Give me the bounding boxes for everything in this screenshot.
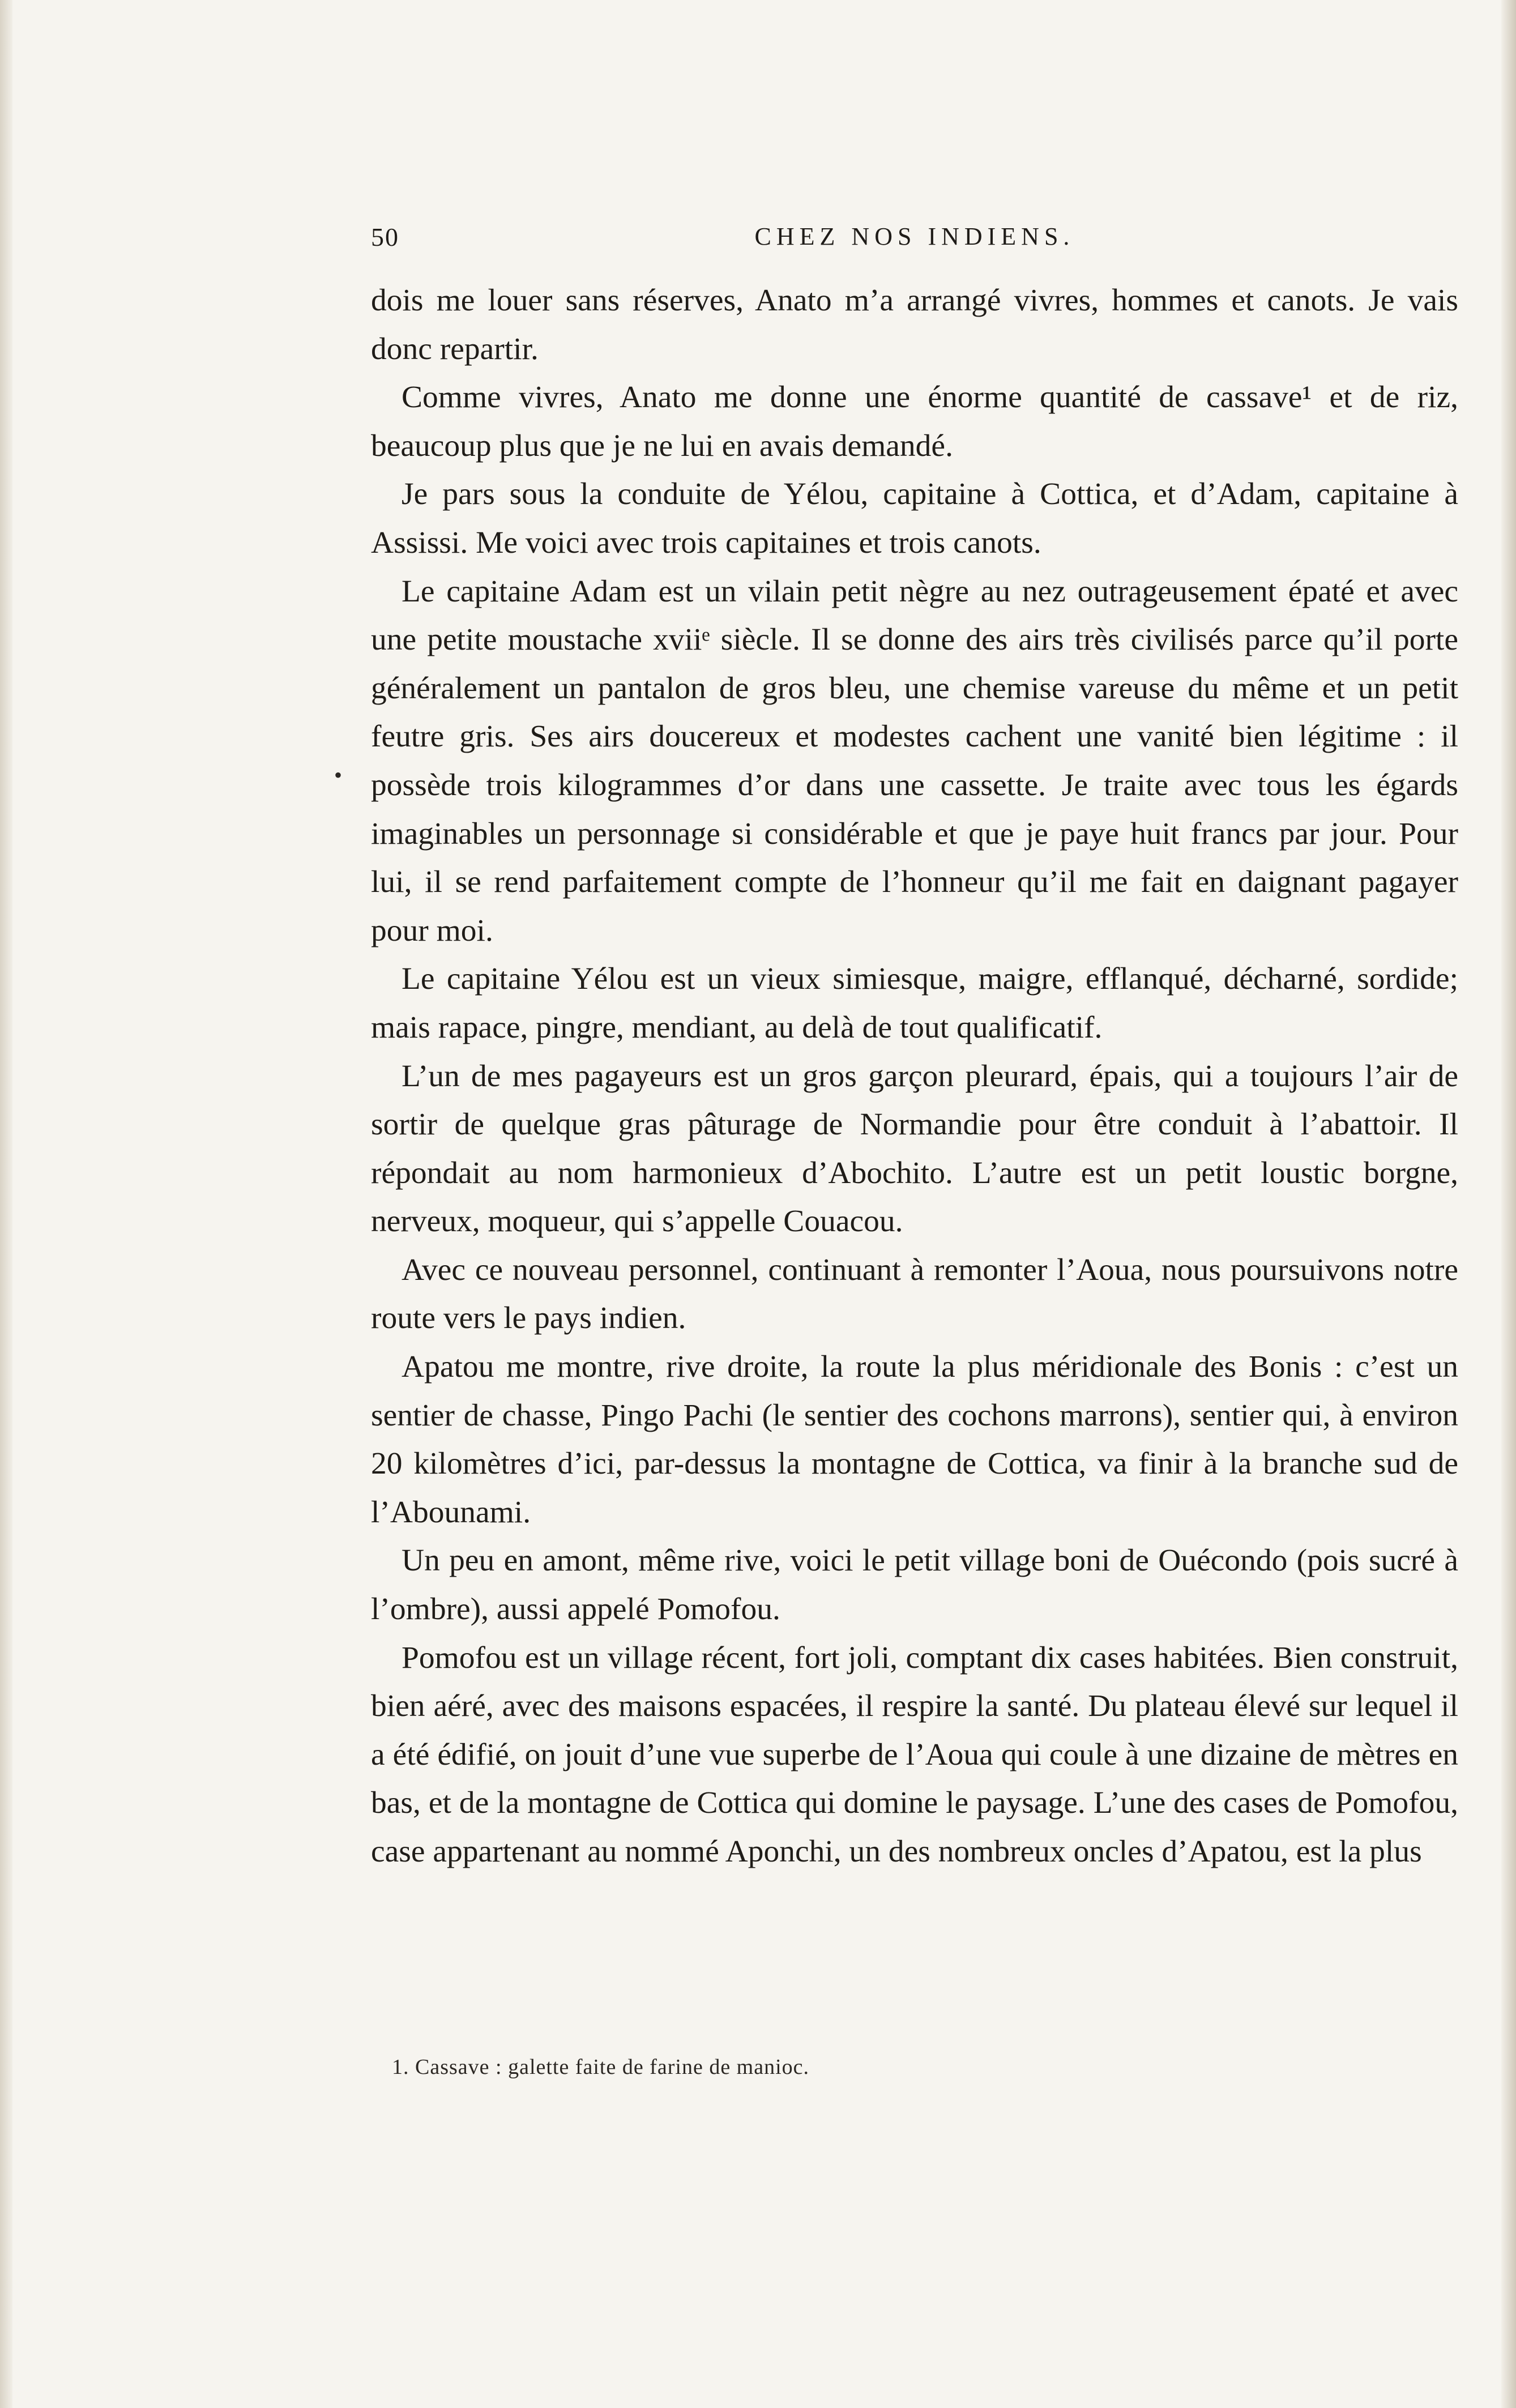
paragraph: dois me louer sans réserves, Anato m’a arrangé vivres, hommes et canots. Je vais donc repartir.	[371, 283, 1458, 366]
paragraph: Comme vivres, Anato me donne une énorme quantité de cassave¹ et de riz, beaucoup plus que je ne lui en avais demandé.	[371, 380, 1458, 463]
paragraph: Pomofou est un village récent, fort joli, comptant dix cases habitées. Bien construit, bien aéré, avec des maisons espacées, il respire la santé. Du plateau élevé sur lequel il a été édifié, on jouit d’une vue superbe de l’Aoua qui coule à une dizaine de mètres en bas, et de la montagne de Cottica qui domine le paysage. L’une des cases de Pomofou, case appartenant au nommé Aponchi, un des nombreux oncles d’Apatou, est la plus	[371, 1640, 1458, 1869]
running-title: CHEZ NOS INDIENS.	[754, 223, 1075, 250]
body-text	[371, 276, 1458, 1876]
margin-mark: •	[334, 762, 343, 788]
running-header	[371, 222, 1458, 262]
page-number: 50	[371, 223, 399, 251]
page-edge-right	[1501, 0, 1516, 2408]
paragraph: Avec ce nouveau personnel, continuant à remonter l’Aoua, nous poursuivons notre route vers le pays indien.	[371, 1252, 1458, 1336]
paragraph: Un peu en amont, même rive, voici le petit village boni de Ouécondo (pois sucré à l’ombre), aussi appelé Pomofou.	[371, 1543, 1458, 1627]
paragraph: Apatou me montre, rive droite, la route la plus méridionale des Bonis : c’est un sentier de chasse, Pingo Pachi (le sentier des cochons marrons), sentier qui, à environ 20 kilomètres d’ici, par-dessus la montagne de Cottica, va finir à la branche sud de l’Abounami.	[371, 1350, 1458, 1530]
footnote: 1. Cassave : galette faite de farine de manioc.	[392, 2055, 810, 2079]
paragraph: L’un de mes pagayeurs est un gros garçon pleurard, épais, qui a toujours l’air de sortir de quelque gras pâturage de Normandie pour être conduit à l’abattoir. Il répondait au nom harmonieux d’Abochito. L’autre est un petit loustic borgne, nerveux, moqueur, qui s’appelle Couacou.	[371, 1058, 1458, 1239]
paragraph: Le capitaine Adam est un vilain petit nègre au nez outrageusement épaté et avec une petite moustache xviiᵉ siècle. Il se donne des airs très civilisés parce qu’il porte généralement un pantalon de gros bleu, une chemise vareuse du même et un petit feutre gris. Ses airs doucereux et modestes cachent une vanité bien légitime : il possède trois kilogrammes d’or dans une cassette. Je traite avec tous les égards imaginables un personnage si considérable et que je paye huit francs par jour. Pour lui, il se rend parfaitement compte de l’honneur qu’il me fait en daignant pagayer pour moi.	[371, 574, 1458, 948]
paragraph: Le capitaine Yélou est un vieux simiesque, maigre, efflanqué, décharné, sordide; mais rapace, pingre, mendiant, au delà de tout qualificatif.	[371, 962, 1458, 1045]
page-edge-left	[0, 0, 12, 2408]
paragraph: Je pars sous la conduite de Yélou, capitaine à Cottica, et d’Adam, capitaine à Assissi. Me voici avec trois capitaines et trois canots.	[371, 477, 1458, 560]
